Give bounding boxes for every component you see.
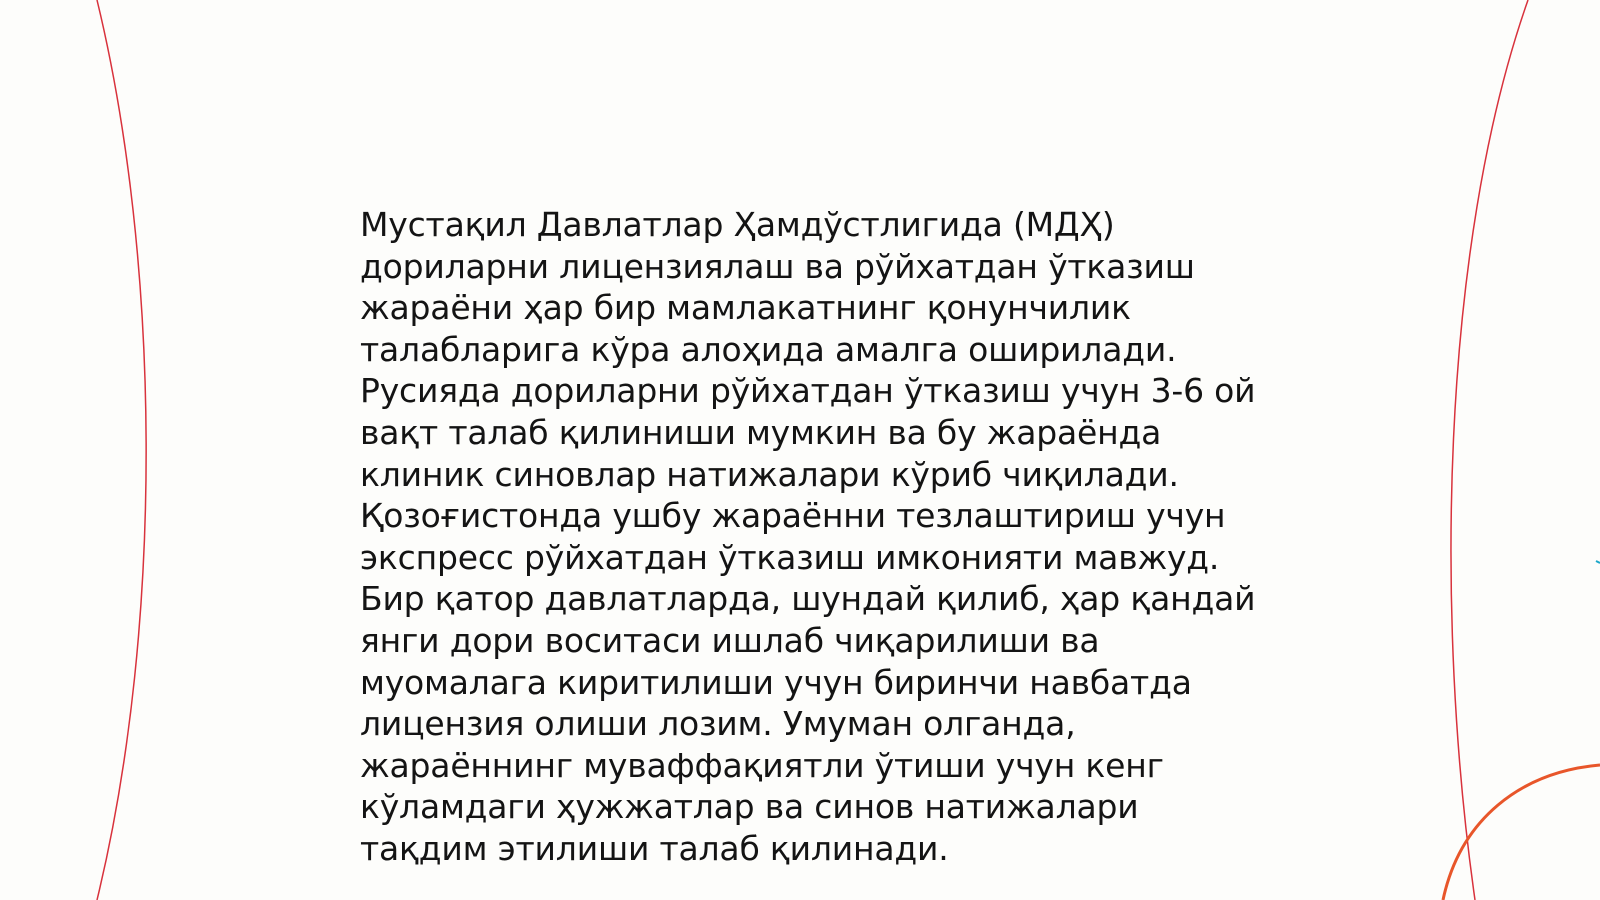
body-line: Мустақил Давлатлар Ҳамдўстлигида (МДҲ) [360, 205, 1115, 244]
body-line: Бир қатор давлатларда, шундай қилиб, ҳар қандай [360, 579, 1256, 619]
body-line: тақдим этилиши талаб қилинади. [360, 828, 949, 868]
body-line: экспресс рўйхатдан ўтказиш имконияти мавжуд. [360, 537, 1220, 577]
body-paragraph [360, 204, 1260, 870]
body-line: жараёни ҳар бир мамлакатнинг қонунчилик [360, 288, 1131, 328]
body-line: Русияда дориларни рўйхатдан ўтказиш учун 3-6 ой [360, 371, 1256, 411]
body-line: янги дори воситаси ишлаб чиқарилиши ва [360, 620, 1100, 660]
body-line: клиник синовлар натижалари кўриб чиқилади. [360, 454, 1179, 494]
body-line: муомалага киритилиши учун биринчи навбатда [360, 662, 1192, 702]
body-line: дориларни лицензиялаш ва рўйхатдан ўтказиш [360, 246, 1195, 286]
left-curve-line [97, 0, 146, 900]
body-line: кўламдаги ҳужжатлар ва синов натижалари [360, 787, 1139, 827]
body-line: вақт талаб қилиниши мумкин ва бу жараёнда [360, 412, 1162, 452]
small-mark [1596, 561, 1600, 563]
right-curve-line [1451, 0, 1528, 900]
body-line: лицензия олиши лозим. Умуман олганда, [360, 704, 1076, 744]
body-line: Қозоғистонда ушбу жараённи тезлаштириш учун [360, 496, 1226, 536]
body-line: талабларига кўра алоҳида амалга оширилади. [360, 329, 1177, 369]
body-line: жараённинг муваффақиятли ўтиши учун кенг [360, 745, 1164, 785]
